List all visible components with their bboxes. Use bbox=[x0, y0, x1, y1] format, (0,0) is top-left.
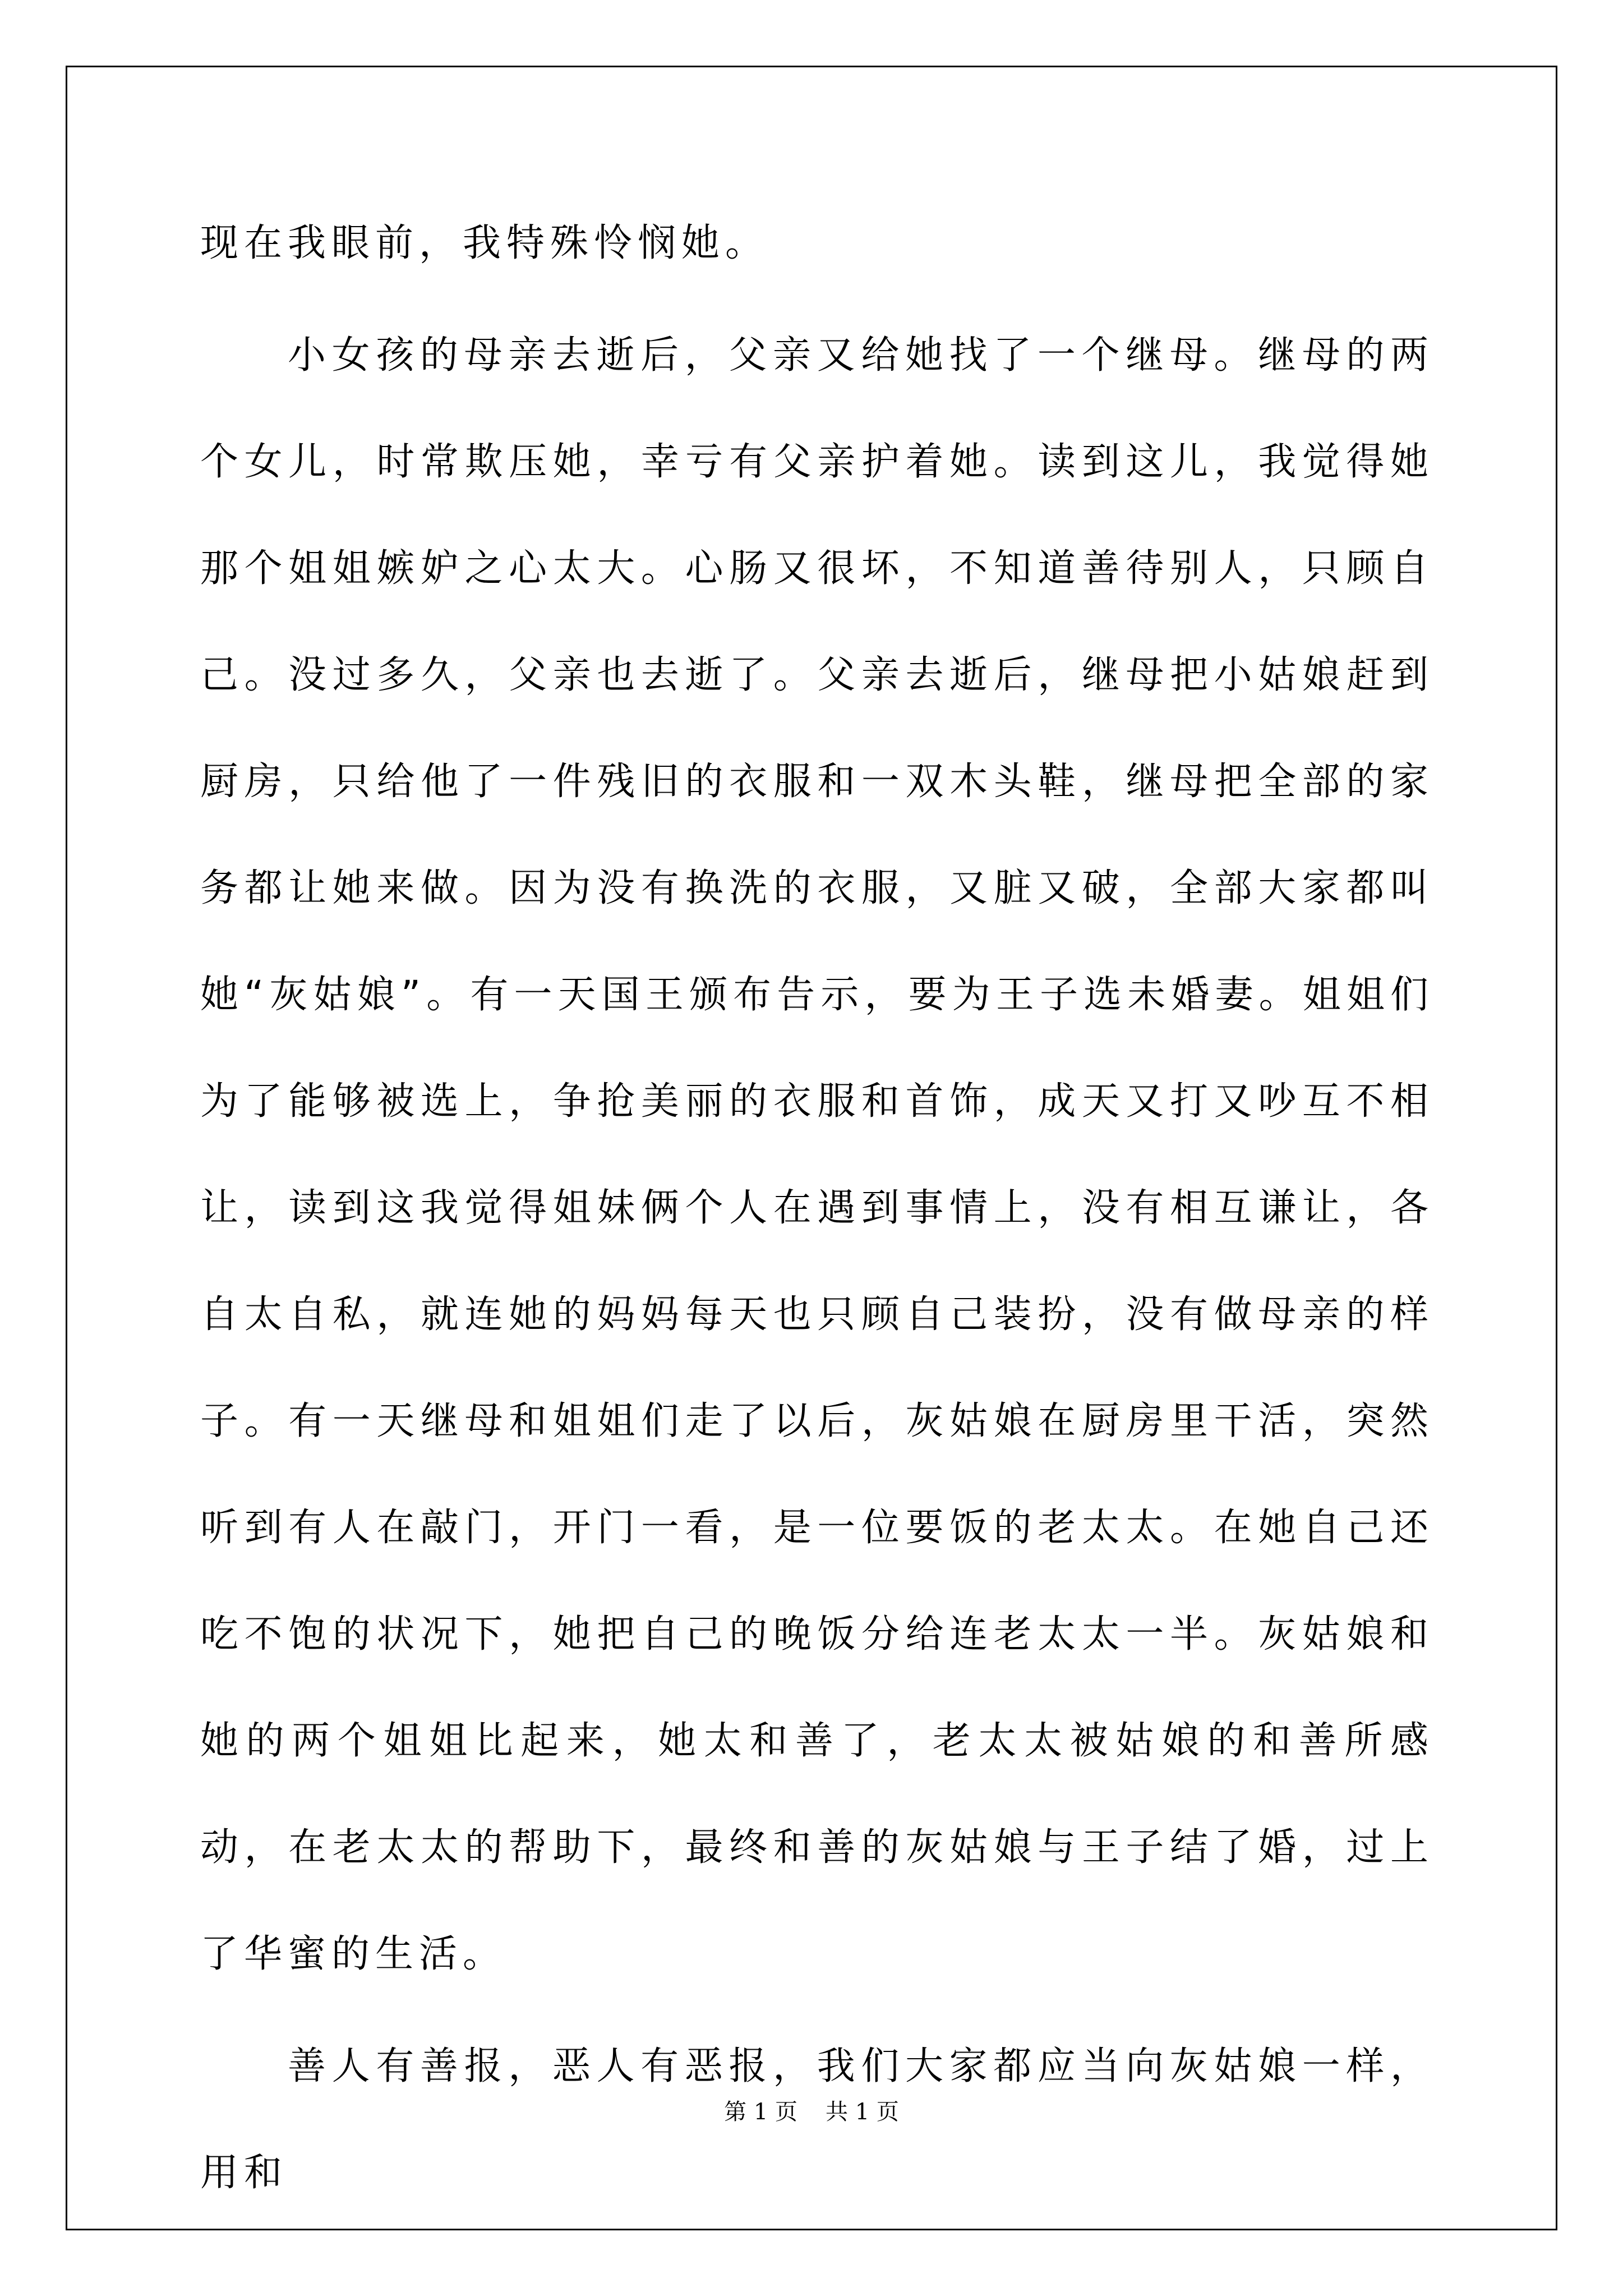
page-total: 共 1 页 bbox=[826, 2099, 899, 2125]
page-number: 第 1 页 bbox=[724, 2099, 797, 2125]
paragraph-3: 善人有善报，恶人有恶报，我们大家都应当向灰姑娘一样，用和 bbox=[200, 2044, 1434, 2195]
document-body bbox=[200, 190, 1434, 2232]
paragraph-2: 小女孩的母亲去逝后，父亲又给她找了一个继母。继母的两个女儿，时常欺压她，幸亏有父亲护着她。读到这儿，我觉得她那个姐姐嫉妒之心太大。心肠又很坏，不知道善待别人，只顾自己。没过多久，父亲也去逝了。父亲去逝后，继母把小姑娘赶到厨房，只给他了一件残旧的衣服和一双木头鞋，继母把全部的家务都让她来做。因为没有换洗的衣服，又脏又破，全部大家都叫她“灰姑娘”。有一天国王颁布告示，要为王子选未婚妻。姐姐们为了能够被选上，争抢美丽的衣服和首饰，成天又打又吵互不相让，读到这我觉得姐妹俩个人在遇到事情上，没有相互谦让，各自太自私，就连她的妈妈每天也只顾自己装扮，没有做母亲的样子。有一天继母和姐姐们走了以后，灰姑娘在厨房里干活，突然听到有人在敲门，开门一看，是一位要饭的老太太。在她自己还吃不饱的状况下，她把自己的晚饭分给连老太太一半。灰姑娘和她的两个姐姐比起来，她太和善了，老太太被姑娘的和善所感动，在老太太的帮助下，最终和善的灰姑娘与王子结了婚，过上了华蜜的生活。 bbox=[200, 333, 1434, 1976]
paragraph-1: 现在我眼前，我特殊怜悯她。 bbox=[200, 221, 769, 265]
page-footer bbox=[0, 2098, 1623, 2126]
